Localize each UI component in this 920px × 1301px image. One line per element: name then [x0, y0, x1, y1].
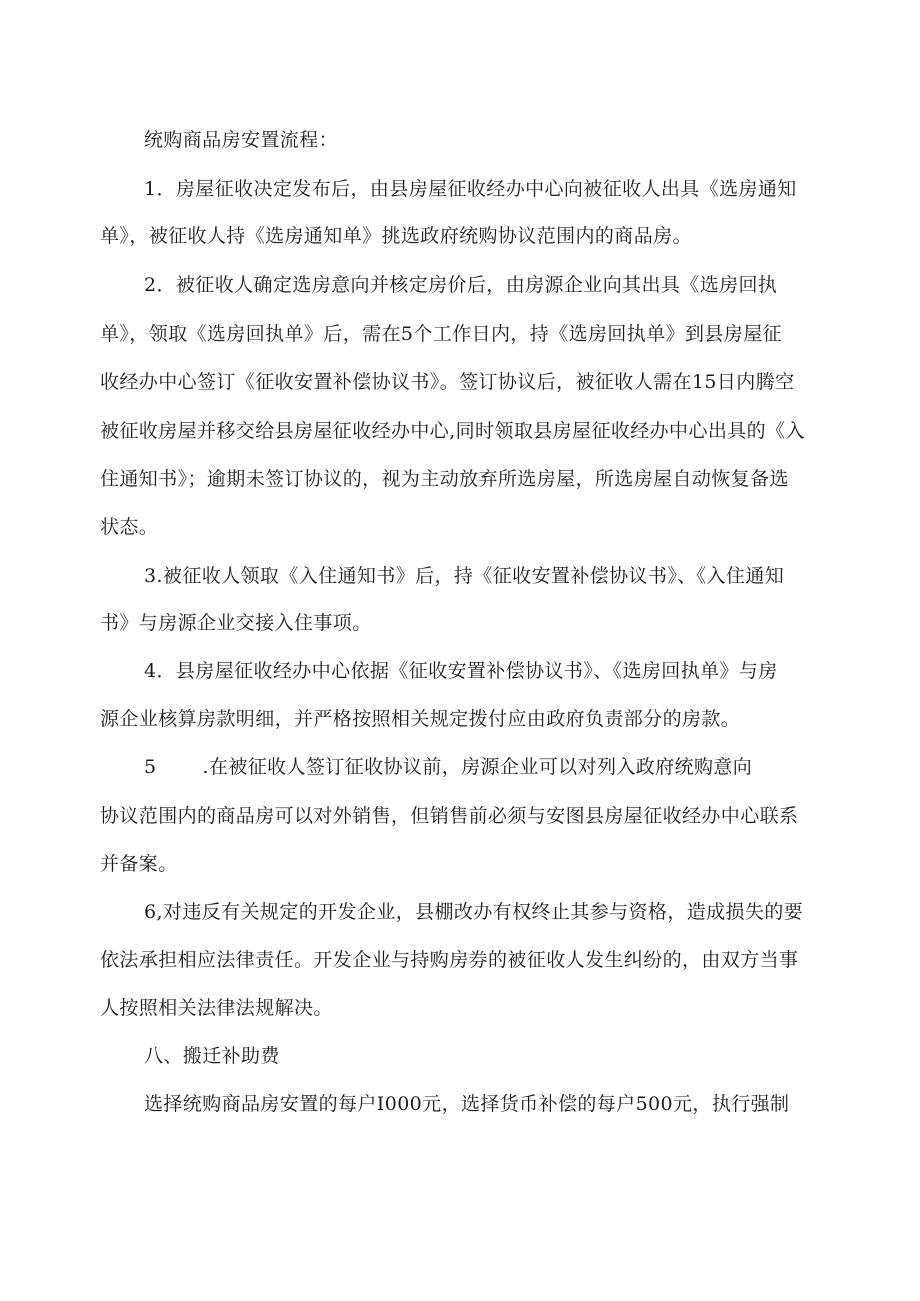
section-8-heading: 八、搬迁补助费 [144, 1045, 280, 1067]
paragraph-6-line-1: 6,对违反有关规定的开发企业，县棚改办有权终止其参与资格，造成损失的要 [144, 901, 804, 923]
paragraph-3-line-1: 3.被征收人领取《入住通知书》后，持《征收安置补偿协议书》、《入住通知 [144, 565, 785, 587]
paragraph-2-line-3: 收经办中心签订《征收安置补偿协议书》。签订协议后，被征收人需在15日内腾空 [100, 371, 795, 393]
section-8-line-1: 选择统购商品房安置的每户I000元，选择货币补偿的每户500元，执行强制 [144, 1093, 790, 1115]
paragraph-4-line-1: 4．县房屋征收经办中心依据《征收安置补偿协议书》、《选房回执单》与房 [144, 660, 778, 682]
paragraph-2-line-1: 2．被征收人确定选房意向并核定房价后，由房源企业向其出具《选房回执 [144, 274, 778, 296]
paragraph-5-line-1 [144, 754, 752, 780]
paragraph-6-line-3: 人按照相关法律法规解决。 [100, 997, 333, 1019]
paragraph-4-line-2: 源企业核算房款明细，并严格按照相关规定拨付应由政府负责部分的房款。 [100, 708, 741, 730]
paragraph-5-line-3: 并备案。 [100, 853, 178, 875]
paragraph-2-line-2: 单》，领取《选房回执单》后，需在5个工作日内，持《选房回执单》到县房屋征 [100, 323, 782, 345]
paragraph-6-line-2: 依法承担相应法律责任。开发企业与持购房券的被征收人发生纠纷的，由双方当事 [100, 949, 799, 971]
paragraph-5-text: .在被征收人签订征收协议前，房源企业可以对列入政府统购意向 [202, 756, 753, 778]
paragraph-1-line-2: 单》，被征收人持《选房通知单》挑选政府统购协议范围内的商品房。 [100, 225, 692, 247]
paragraph-1-line-1: 1．房屋征收决定发布后，由县房屋征收经办中心向被征收人出具《选房通知 [144, 178, 797, 200]
paragraph-3-line-2: 书》与房源企业交接入住事项。 [100, 612, 372, 634]
paragraph-5-line-2: 协议范围内的商品房可以对外销售，但销售前必须与安图县房屋征收经办中心联系 [100, 805, 799, 827]
paragraph-2-line-4: 被征收房屋并移交给县房屋征收经办中心,同时领取县房屋征收经办中心出具的《入 [100, 420, 805, 442]
flow-heading: 统购商品房安置流程： [144, 129, 339, 151]
paragraph-2-line-6: 状态。 [100, 516, 159, 538]
paragraph-5-number: 5 [144, 756, 157, 778]
paragraph-2-line-5: 住通知书》；逾期未签订协议的，视为主动放弃所选房屋，所选房屋自动恢复备选 [100, 468, 789, 490]
